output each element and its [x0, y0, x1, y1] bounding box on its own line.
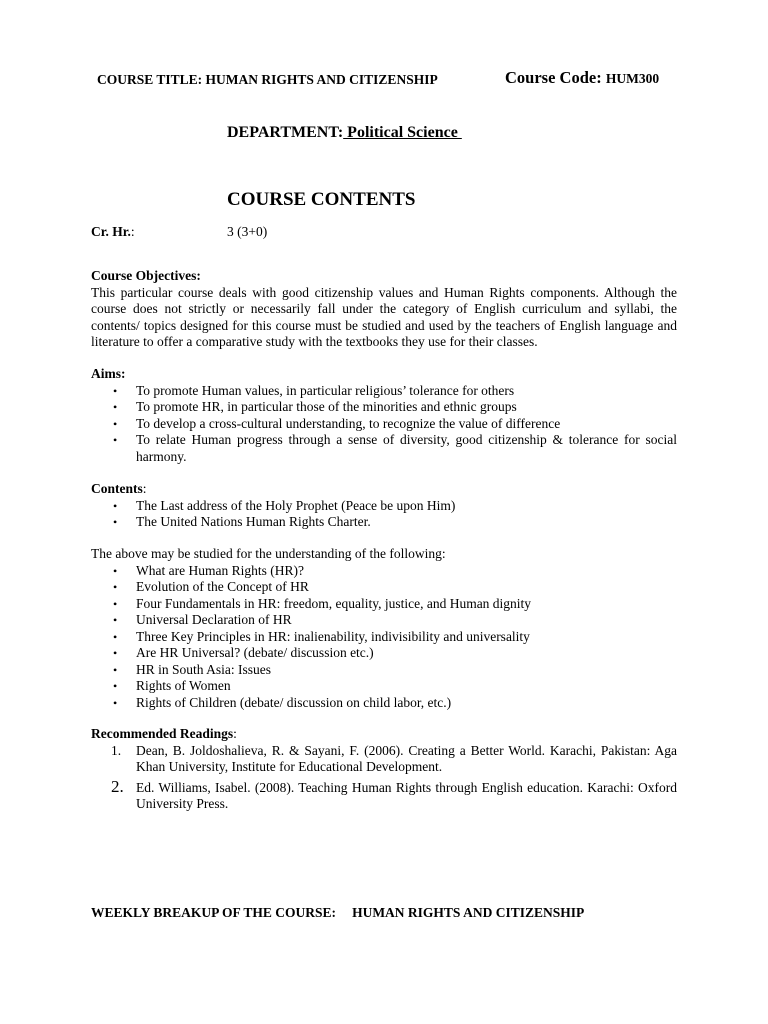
department-value: Political Science	[343, 124, 462, 141]
list-item: • The United Nations Human Rights Charter.	[113, 514, 371, 529]
bullet-icon: •	[113, 383, 118, 398]
bullet-icon: •	[113, 629, 118, 644]
objectives-text: This particular course deals with good citizenship values and Human Rights components. Although the course does not strictly or necessarily fall under the category of English curriculum and syllabi, the contents/ topics designed for this course must be studied and used by the teachers of English language and literature to offer a comparative study with the textbooks they use for their classes.	[91, 284, 677, 349]
bullet-icon: •	[113, 596, 118, 611]
aims-heading: Aims:	[91, 366, 126, 381]
weekly-breakup-title: HUMAN RIGHTS AND CITIZENSHIP	[352, 905, 585, 920]
list-number: 2.	[111, 776, 124, 796]
list-number: 1.	[111, 742, 122, 758]
bullet-icon: •	[113, 400, 118, 414]
objectives-heading: Course Objectives:	[91, 268, 201, 283]
objectives-section	[91, 268, 677, 351]
weekly-breakup-heading	[91, 905, 584, 922]
list-item: • To develop a cross-cultural understanding, to recognize the value of difference	[113, 415, 561, 431]
bullet-icon: •	[113, 646, 118, 660]
bullet-icon: •	[113, 563, 118, 578]
contents-list	[91, 498, 677, 531]
list-item: • To relate Human progress through a sense of diversity, good citizenship & tolerance for social harmony.	[113, 432, 677, 464]
list-item: • Universal Declaration of HR	[113, 612, 292, 627]
list-item: • Rights of Children (debate/ discussion on child labor, etc.)	[113, 694, 452, 710]
list-item: • To promote HR, in particular those of the minorities and ethnic groups	[113, 399, 517, 414]
aims-section	[91, 366, 677, 465]
contents-heading: Contents:	[91, 481, 147, 496]
course-contents-heading: COURSE CONTENTS	[227, 189, 416, 210]
course-code-label: Course Code:	[505, 68, 602, 87]
understanding-intro: The above may be studied for the understanding of the following:	[91, 546, 446, 561]
list-item: • Three Key Principles in HR: inalienability, indivisibility and universality	[113, 628, 530, 644]
bullet-icon: •	[113, 433, 118, 447]
weekly-breakup-label: WEEKLY BREAKUP OF THE COURSE:	[91, 905, 337, 920]
understanding-section	[91, 546, 677, 711]
bullet-icon: •	[113, 416, 118, 431]
bullet-icon: •	[113, 679, 118, 693]
list-item: 1. Dean, B. Joldoshalieva, R. & Sayani, F. (2006). Creating a Better World. Karachi, Pakistan: Aga Khan University, Institute for Educational Development.	[111, 742, 677, 774]
credit-hours-value: 3 (3+0)	[227, 224, 268, 239]
credit-hours-label	[91, 224, 135, 241]
aims-list	[91, 383, 677, 466]
list-item: • What are Human Rights (HR)?	[113, 562, 304, 578]
list-item: • To promote Human values, in particular religious’ tolerance for others	[113, 382, 515, 398]
bullet-icon: •	[113, 662, 118, 677]
understanding-list	[91, 563, 677, 712]
bullet-icon: •	[113, 515, 118, 529]
readings-heading: Recommended Readings:	[91, 726, 237, 741]
list-item: • HR in South Asia: Issues	[113, 661, 272, 677]
list-item: • Are HR Universal? (debate/ discussion etc.)	[113, 645, 374, 660]
course-title: COURSE TITLE: HUMAN RIGHTS AND CITIZENSHIP	[97, 72, 438, 87]
bullet-icon: •	[113, 613, 118, 627]
list-item: • Rights of Women	[113, 678, 231, 693]
readings-section	[91, 726, 677, 813]
course-code-value: HUM300	[605, 71, 660, 86]
list-item: • Evolution of the Concept of HR	[113, 579, 309, 594]
bullet-icon: •	[113, 580, 118, 594]
course-code	[505, 70, 659, 88]
credit-label-text: Cr. Hr.	[91, 224, 131, 239]
department	[227, 125, 462, 142]
list-item: • The Last address of the Holy Prophet (Peace be upon Him)	[113, 497, 456, 513]
department-label: DEPARTMENT:	[227, 124, 344, 141]
bullet-icon: •	[113, 498, 118, 513]
readings-list	[91, 743, 677, 813]
bullet-icon: •	[113, 695, 118, 710]
list-item: • Four Fundamentals in HR: freedom, equality, justice, and Human dignity	[113, 595, 532, 611]
credit-label-colon: :	[130, 224, 135, 239]
contents-section	[91, 481, 677, 531]
list-item: 2. Ed. Williams, Isabel. (2008). Teaching Human Rights through English education. Karachi: Oxford University Press.	[111, 776, 677, 811]
